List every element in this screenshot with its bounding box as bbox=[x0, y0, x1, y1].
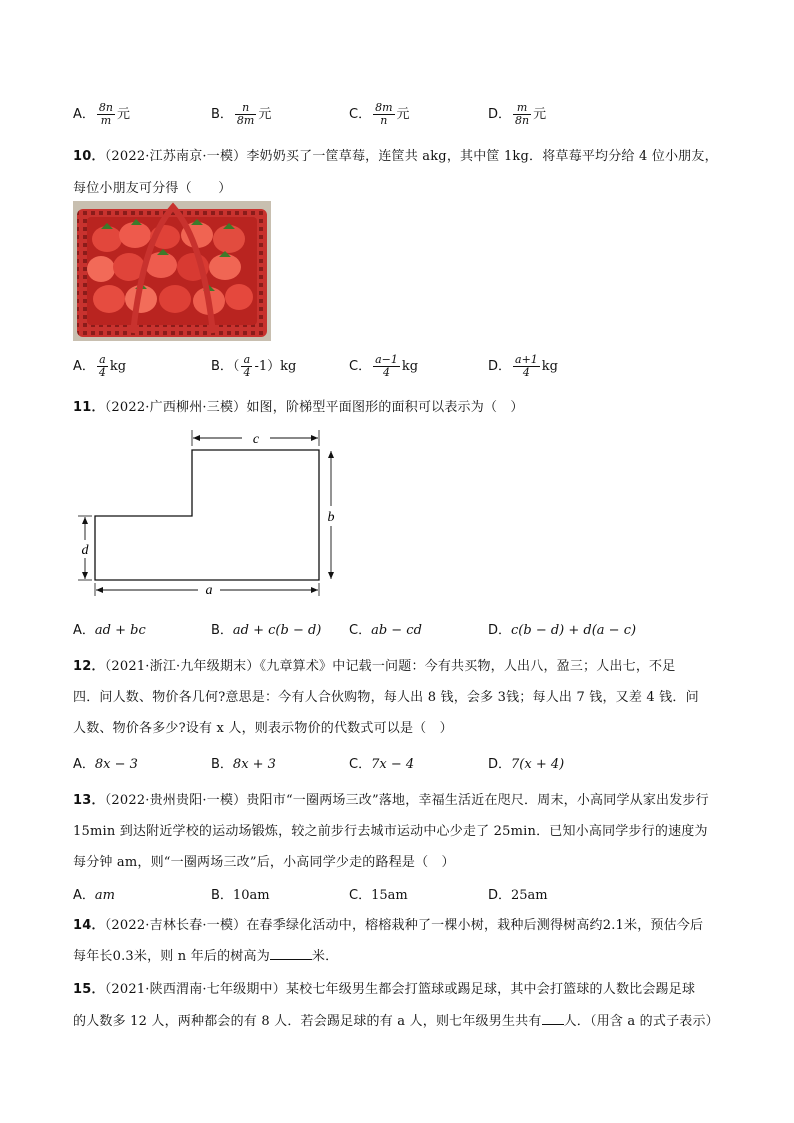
q13-stem-line2: 15min 到达附近学校的运动场锻炼，较之前步行去城市运动中心少走了 25min．已知小高同学步行的速度为 bbox=[73, 824, 708, 839]
strawberry-basket-image bbox=[73, 201, 271, 341]
q11-option-a: A．ad + bc bbox=[73, 623, 146, 638]
stepped-shape bbox=[95, 450, 319, 580]
q15-answer-blank bbox=[542, 1024, 564, 1025]
q14-answer-blank bbox=[270, 959, 312, 960]
q10-option-c: C． $\frac{a-1}{4}$ kg bbox=[349, 353, 419, 379]
q15-stem-line2: 的人数多 12 人，两种都会的有 8 人．若会踢足球的有 a 人，则七年级男生共有 人．（用含 a 的式子表示） bbox=[73, 1014, 719, 1029]
q10-option-a: A． $\frac{a}{4}$ kg bbox=[73, 353, 127, 379]
q10-option-b: B．（ $\frac{a}{4}$ -1）kg bbox=[211, 353, 297, 379]
q11-option-b: B．ad + c(b − d) bbox=[211, 623, 322, 638]
q13-option-b: B．10am bbox=[211, 888, 270, 903]
q13-option-d: D．25am bbox=[488, 888, 548, 903]
q13-option-c: C．15am bbox=[349, 888, 408, 903]
q14-stem-line1: 14．（2022·吉林长春·一模）在春季绿化活动中，榕榕栽种了一棵小树，栽种后测得树高约2.1米，预估今后 bbox=[73, 918, 704, 933]
q10-option-d: D． $\frac{a+1}{4}$ kg bbox=[488, 353, 558, 379]
q9-option-a: A． $\frac{8n}{m}$ 元 bbox=[73, 101, 131, 127]
q11-option-c: C．ab − cd bbox=[349, 623, 422, 638]
q9-option-b: B． $\frac{n}{8m}$ 元 bbox=[211, 101, 272, 127]
q9-option-d: D． $\frac{m}{8n}$ 元 bbox=[488, 101, 547, 127]
q13-option-a: A．am bbox=[73, 888, 115, 903]
q12-stem-line2: 四．问人数、物价各几何?意思是：今有人合伙购物，每人出 8 钱，会多 3钱；每人出 7 钱，又差 4 钱．问 bbox=[73, 690, 699, 705]
q12-option-d: D．7(x + 4) bbox=[488, 757, 565, 772]
q11-option-d: D．c(b − d) + d(a − c) bbox=[488, 623, 637, 638]
q12-option-c: C．7x − 4 bbox=[349, 757, 415, 772]
q12-option-a: A．8x − 3 bbox=[73, 757, 138, 772]
q10-stem-line2: 每位小朋友可分得（ ） bbox=[73, 181, 232, 196]
q11-stem: 11．（2022·广西柳州·三模）如图，阶梯型平面图形的面积可以表示为（ ） bbox=[73, 400, 524, 415]
q12-stem-line3: 人数、物价各多少?设有 x 人，则表示物价的代数式可以是（ ） bbox=[73, 721, 453, 736]
q13-stem-line1: 13．（2022·贵州贵阳·一模）贵阳市“一圈两场三改”落地，幸福生活近在咫尺．周末，小高同学从家出发步行 bbox=[73, 793, 709, 808]
q12-stem-line1: 12．（2021·浙江·九年级期末）《九章算术》中记载一问题：今有共买物，人出八，盈三；人出七，不足 bbox=[73, 659, 676, 674]
label-b: b bbox=[327, 510, 335, 525]
q11-stepped-figure bbox=[70, 428, 350, 600]
q12-option-b: B．8x + 3 bbox=[211, 757, 276, 772]
label-a: a bbox=[205, 583, 213, 598]
label-c: c bbox=[252, 432, 260, 447]
label-d: d bbox=[81, 543, 89, 558]
q10-stem-line1: 10．（2022·江苏南京·一模）李奶奶买了一筐草莓，连筐共 akg，其中筐 1kg．将草莓平均分给 4 位小朋友， bbox=[73, 149, 718, 164]
q9-option-c: C． $\frac{8m}{n}$ 元 bbox=[349, 101, 410, 127]
q14-stem-line2: 每年长0.3米，则 n 年后的树高为 米． bbox=[73, 949, 339, 964]
q13-stem-line3: 每分钟 am，则“一圈两场三改”后，小高同学少走的路程是（ ） bbox=[73, 855, 455, 870]
q15-stem-line1: 15．（2021·陕西渭南·七年级期中）某校七年级男生都会打篮球或踢足球，其中会打篮球的人数比会踢足球 bbox=[73, 982, 696, 997]
